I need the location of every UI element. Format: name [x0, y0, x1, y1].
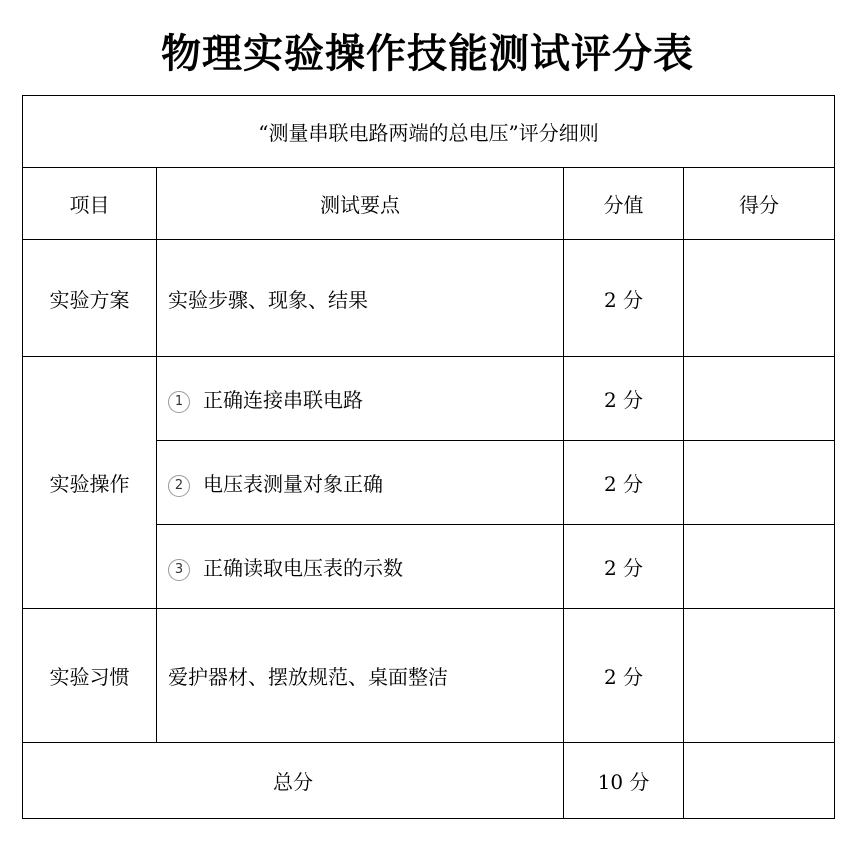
score-obtained-cell: [684, 441, 835, 525]
score-obtained-cell: [684, 357, 835, 441]
header-item: 项目: [23, 168, 157, 240]
test-point-cell: [157, 357, 564, 441]
test-point-text: 正确读取电压表的示数: [203, 556, 403, 580]
score-value-cell: 2 分: [564, 441, 684, 525]
test-point-cell: 实验步骤、现象、结果: [157, 240, 564, 357]
score-value-cell: 2 分: [564, 609, 684, 743]
test-point-cell: 爱护器材、摆放规范、桌面整洁: [157, 609, 564, 743]
circled-number-2: 2: [168, 475, 190, 497]
score-obtained-cell: [684, 525, 835, 609]
header-score-obtained: 得分: [684, 168, 835, 240]
score-value-cell: 2 分: [564, 357, 684, 441]
table-row: [23, 240, 835, 357]
test-point-text: 电压表测量对象正确: [203, 472, 383, 496]
page-title: 物理实验操作技能测试评分表: [161, 31, 694, 77]
header-score-value: 分值: [564, 168, 684, 240]
score-obtained-cell: [684, 609, 835, 743]
test-point-text: 正确连接串联电路: [203, 388, 363, 412]
category-cell: 实验习惯: [23, 609, 157, 743]
score-value-cell: 2 分: [564, 525, 684, 609]
circled-number-1: 1: [168, 391, 190, 413]
score-value-cell: 2 分: [564, 240, 684, 357]
circled-number-3: 3: [168, 559, 190, 581]
category-cell: 实验方案: [23, 240, 157, 357]
table-row: [23, 609, 835, 743]
header-test-points: 测试要点: [157, 168, 564, 240]
test-point-cell: [157, 525, 564, 609]
total-score-value: 10 分: [564, 743, 684, 819]
table-heading: “测量串联电路两端的总电压”评分细则: [23, 96, 835, 168]
total-label: 总分: [23, 743, 564, 819]
total-score-obtained: [684, 743, 835, 819]
header-row: [23, 168, 835, 240]
table-row: [23, 357, 835, 441]
scoring-table: [22, 95, 835, 819]
total-row: [23, 743, 835, 819]
test-point-cell: [157, 441, 564, 525]
category-cell: 实验操作: [23, 357, 157, 609]
score-obtained-cell: [684, 240, 835, 357]
table-heading-row: [23, 96, 835, 168]
